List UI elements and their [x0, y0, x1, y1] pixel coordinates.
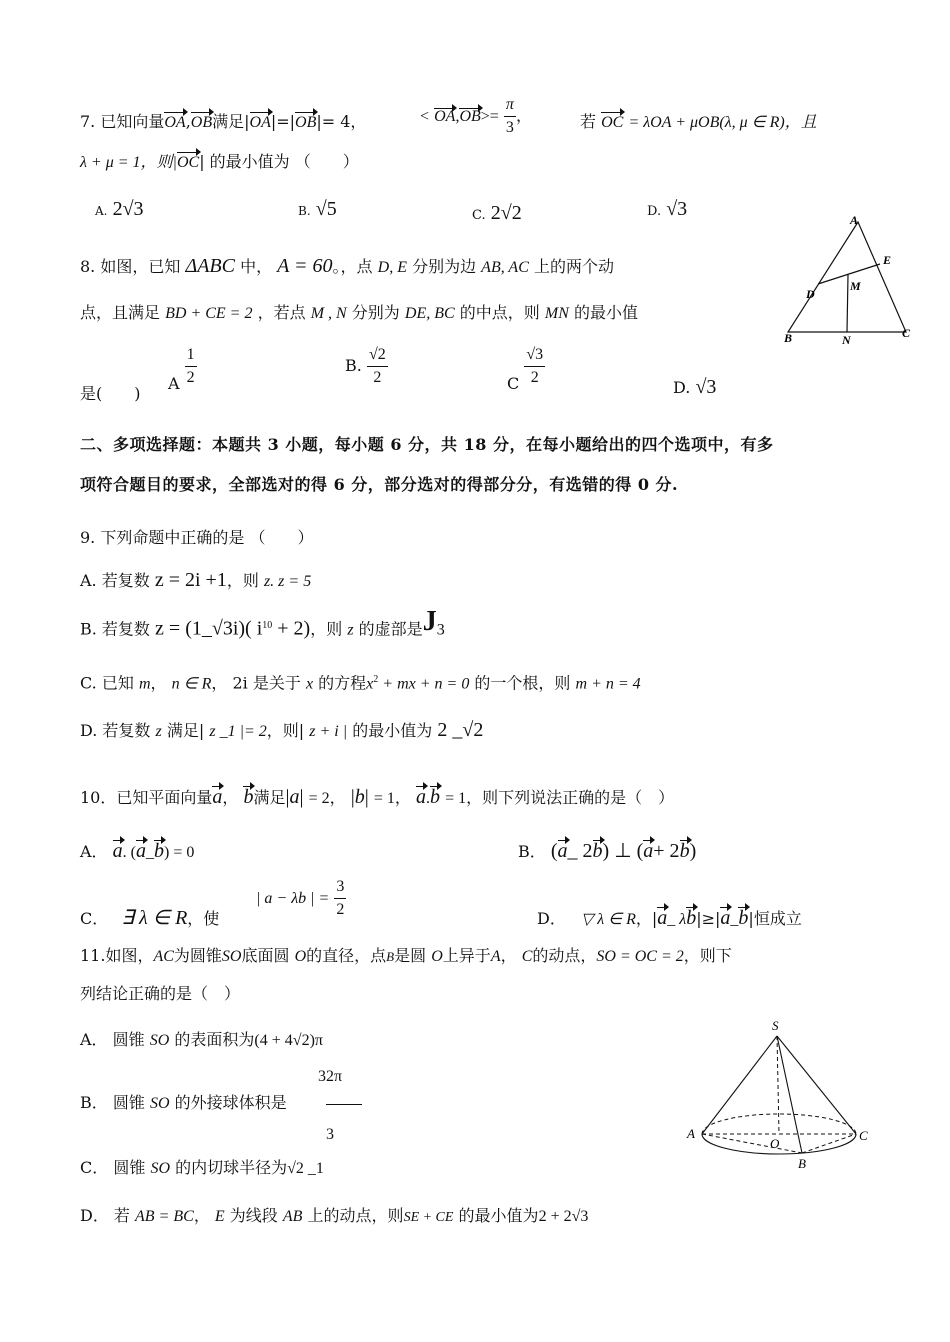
- q11-a-t1: A． 圆锥: [80, 1030, 145, 1049]
- q8-option-c-frac: [524, 344, 545, 389]
- q11-stem-line1: [80, 945, 732, 968]
- q7-line2-b: | 的最小值为 （ ）: [199, 152, 359, 171]
- q9-d-text: D. 若复数: [80, 721, 151, 740]
- vector-oa-2: OA: [250, 112, 271, 134]
- q11-d-t8: 2 + 2√3: [538, 1208, 589, 1225]
- q9-d-z: z: [155, 723, 162, 740]
- cone-axis-so: [777, 1036, 779, 1134]
- label-d: D: [806, 287, 815, 301]
- q7-line1-tail: [580, 111, 817, 134]
- q11-d-t2: AB = BC: [135, 1208, 194, 1225]
- q8-text-a: 8. 如图，已知: [80, 257, 181, 276]
- cone-chord-ab: [702, 1134, 802, 1153]
- cone-edge-sc: [777, 1036, 856, 1134]
- q10-d-vb2: b: [738, 907, 749, 929]
- q7-pi-over-3: [504, 94, 516, 139]
- q11-option-a[interactable]: [80, 1029, 323, 1052]
- q10-b-va2: a: [643, 840, 654, 862]
- q9-b-text: B. 若复数: [80, 619, 150, 639]
- q11-d-t6: SE + CE: [403, 1210, 454, 1225]
- q9-b-three: 3: [436, 621, 445, 639]
- q10-d-forall: ▽ λ ∈ R: [580, 911, 636, 928]
- q7-option-c-value: 2√2: [490, 202, 522, 224]
- q8-option-a-num: 1: [185, 344, 197, 367]
- q9-option-b[interactable]: [80, 606, 445, 641]
- q10-b-vb2: b: [679, 840, 690, 862]
- q10-option-b[interactable]: [518, 840, 696, 863]
- q11-b-t1: B． 圆锥: [80, 1093, 145, 1112]
- vector-oc: OC: [601, 112, 623, 134]
- q7-text: 7. 已知向量: [80, 112, 165, 131]
- q8-text-j: 是( ): [80, 384, 141, 403]
- q11-d-ab: AB: [282, 1208, 303, 1225]
- cone-edge-sb: [777, 1036, 802, 1153]
- q10-a-va: a: [112, 840, 123, 862]
- q8-option-b-label: B.: [345, 356, 362, 375]
- q10-comma: ，: [222, 788, 239, 807]
- q11-b-t2: 的外接球体积是: [174, 1093, 287, 1112]
- q10-d-t3: |≥|: [696, 909, 721, 928]
- q7-option-a-value: 2√3: [112, 198, 144, 220]
- q9-option-c[interactable]: [80, 669, 641, 695]
- q9-b-imag: 的虚部是: [358, 619, 423, 639]
- label-e: E: [883, 253, 892, 267]
- q7-option-b-label: B.: [298, 204, 311, 218]
- q8-option-c-label: C: [507, 374, 520, 393]
- vector-oa: OA: [164, 112, 185, 134]
- q7-text-mid2: |=|: [270, 112, 296, 131]
- q7-option-a-label: A.: [95, 204, 108, 218]
- q11-o2: O: [431, 948, 443, 965]
- q11-option-d[interactable]: [80, 1205, 588, 1229]
- q11-a-t3: (4 + 4: [254, 1032, 293, 1049]
- q10-option-a[interactable]: [80, 840, 194, 864]
- q7-angle-lt: <: [420, 108, 430, 125]
- q11-t1: 11.如图，: [80, 946, 154, 965]
- q8-de-bc: DE, BC: [404, 305, 455, 322]
- q10-text-d: = 1，: [373, 790, 411, 807]
- q10-text-f: = 1: [445, 790, 467, 807]
- q10-d-t5: |恒成立: [748, 909, 802, 928]
- q10-d-va2: a: [720, 907, 731, 929]
- cone-label-o: O: [770, 1136, 780, 1151]
- q10-abs-a: |a|: [285, 786, 304, 808]
- label-a: A: [850, 213, 859, 227]
- q11-eq: SO = OC = 2: [596, 948, 684, 965]
- q11-t6: 上异于: [442, 946, 491, 965]
- q9-b-z: z: [347, 621, 354, 639]
- q7-option-d-value: √3: [666, 198, 688, 220]
- section-heading-line2: 项符合题目的要求，全部选对的得 6 分，部分选对的得部分分，有选错的得 0 分.: [80, 475, 679, 494]
- vector-ob: OB: [191, 112, 212, 134]
- q7-option-c-label: C.: [472, 208, 486, 223]
- q10-b-t2: _ 2: [567, 840, 593, 862]
- q10-d-t2: _ λ: [667, 911, 687, 928]
- q9-c-eq-x: x: [366, 675, 374, 693]
- q10-option-c[interactable]: [80, 907, 219, 930]
- vector-b: b: [243, 786, 254, 808]
- q11-d-t7: 的最小值为: [458, 1206, 539, 1225]
- q7-line1: [80, 111, 366, 134]
- q9-c-x: x: [305, 675, 314, 693]
- vector-a-2: a: [416, 786, 426, 808]
- q11-b-denominator: 3: [326, 1126, 334, 1143]
- q10-a-t1: . (: [122, 844, 136, 861]
- q11-t2: 为圆锥: [173, 946, 222, 965]
- q10-b-t1: (: [550, 840, 558, 862]
- q10-text-c: = 2，: [308, 790, 346, 807]
- q8-mn: M , N: [310, 305, 347, 322]
- q10-d-va: a: [657, 907, 668, 929]
- q10-a-vb: b: [153, 840, 164, 862]
- q7-angle-comma: ,: [455, 108, 460, 125]
- q7-line2-a: λ + μ = 1，则|: [80, 154, 177, 171]
- q8-option-d-label: D.: [673, 378, 691, 397]
- q7-option-c[interactable]: [472, 202, 522, 225]
- cone-label-b: B: [798, 1156, 806, 1171]
- q8-mn2: MN: [544, 305, 569, 322]
- q10-d-label: D．: [537, 909, 566, 928]
- q11-d-t5: 上的动点，则: [307, 1206, 404, 1225]
- q7-angle-gt: >=: [480, 108, 499, 125]
- q8-sides: AB, AC: [481, 259, 529, 276]
- q10-b-t3: ) ⊥ (: [602, 840, 644, 862]
- q11-d-e: E: [214, 1208, 225, 1225]
- q11-t7: ，: [500, 946, 517, 965]
- q10-option-d[interactable]: [537, 907, 802, 931]
- q11-b-numerator: 32π: [318, 1068, 343, 1085]
- q7-if: 若: [580, 112, 597, 131]
- q11-d-t1: D． 若: [80, 1206, 130, 1225]
- q11-o: O: [294, 948, 307, 965]
- triangle-figure: [780, 212, 920, 347]
- q9-c-comma2: ，: [211, 673, 228, 693]
- q9-stem: 9. 下列命题中正确的是 （ ）: [80, 528, 314, 547]
- q10-c-frac: [334, 876, 346, 921]
- vector-a: a: [212, 786, 223, 808]
- q9-c-m: m: [138, 675, 151, 693]
- q11-t8: 的动点，: [532, 946, 597, 965]
- q9-d-min: 的最小值为: [352, 721, 433, 740]
- q10-a-t3: ) = 0: [163, 844, 195, 861]
- q9-c-comma: ，: [150, 673, 167, 693]
- q10-c-num: 3: [334, 876, 346, 899]
- q9-d-result: 2 _√2: [437, 719, 484, 741]
- q10-b-t5: ): [689, 840, 697, 862]
- q7-option-d-label: D.: [647, 204, 662, 219]
- q8-option-d-value: √3: [695, 376, 717, 398]
- q9-b-then: ，则: [310, 619, 343, 639]
- q9-d-expr2: z + i |: [309, 723, 348, 740]
- q8-points: D, E: [377, 259, 407, 276]
- q11-t5: 是圆: [394, 946, 427, 965]
- q9-b-expr1: z = (1_: [155, 617, 212, 640]
- q7-option-a[interactable]: [95, 198, 144, 221]
- q8-condition: BD + CE = 2: [165, 305, 253, 322]
- q11-t4: 的直径，点: [306, 946, 387, 965]
- q9-c-root: 2i 是关于: [232, 673, 301, 693]
- q8-text-b: 中，: [240, 257, 273, 276]
- q8-angle: A = 60: [277, 255, 333, 277]
- label-n: N: [842, 333, 851, 347]
- q10-abs-b-letter: b: [354, 786, 365, 808]
- q8-option-b[interactable]: [345, 344, 388, 389]
- q9-b-glyph: J: [422, 606, 437, 638]
- q11-c-t3: √2 _1: [287, 1160, 324, 1177]
- q11-c-t1: C． 圆锥: [80, 1158, 146, 1177]
- q11-d-t4: 为线段: [229, 1206, 278, 1225]
- q10-dot: .: [426, 790, 430, 807]
- q8-option-a-label: A: [168, 374, 180, 393]
- q10-stem: [80, 786, 674, 810]
- q8-text-h: 的中点，则: [459, 303, 540, 322]
- cone-base-back: [702, 1114, 856, 1134]
- q11-b-fraction-bar: [326, 1104, 362, 1105]
- q9-option-d[interactable]: [80, 719, 483, 743]
- q10-text-a: 10．已知平面向量: [80, 788, 213, 807]
- q10-c-label: C．: [80, 909, 109, 928]
- cone-label-c: C: [859, 1128, 868, 1143]
- q10-c-exists: ∃ λ ∈ R: [121, 907, 188, 929]
- q11-stem-line2: 列结论正确的是（ ）: [80, 984, 241, 1003]
- q10-b-label: B．: [518, 842, 546, 861]
- q8-line3: [80, 383, 141, 405]
- q10-d-t4: _: [730, 911, 739, 928]
- q10-c-den: 2: [336, 901, 345, 918]
- q9-d-then: ，则|: [266, 721, 305, 740]
- q9-c-result: m + n = 4: [575, 675, 641, 693]
- q8-text-e: 点，且满足: [80, 303, 161, 322]
- q8-option-a-den: 2: [186, 369, 195, 386]
- q10-c-text: ，使: [187, 909, 220, 928]
- q8-option-c-den: 2: [530, 369, 539, 386]
- q9-b-expr3: + 2): [272, 617, 311, 640]
- label-c: C: [902, 326, 911, 340]
- q9-c-eq-rest: + mx + n = 0: [378, 675, 470, 693]
- q9-option-a[interactable]: [80, 569, 311, 593]
- q7-option-b[interactable]: [298, 198, 337, 221]
- q10-abs-b: |b|: [350, 786, 369, 808]
- label-b: B: [784, 331, 793, 345]
- q7-comma: ,: [185, 112, 191, 131]
- q10-b-t4: + 2: [653, 840, 680, 862]
- q10-c-abs: | a − λb | =: [256, 890, 330, 907]
- q8-option-a-frac: [185, 344, 197, 389]
- q11-option-c[interactable]: [80, 1157, 324, 1180]
- q7-text-mid3: |= 4，: [316, 112, 367, 131]
- q9-a-then: ，则: [226, 571, 259, 590]
- q11-option-b[interactable]: [80, 1092, 287, 1115]
- q8-line2: [80, 302, 638, 325]
- q10-b-vb: b: [592, 840, 603, 862]
- vector-oc-2: OC: [177, 152, 199, 174]
- q7-option-d[interactable]: [647, 198, 687, 221]
- q10-a-label: A．: [80, 842, 108, 861]
- q7-pi: π: [504, 94, 516, 117]
- q9-c-then: 的一个根，则: [474, 673, 571, 693]
- cone-label-s: S: [772, 1018, 779, 1033]
- vector-ob-3: OB: [459, 108, 481, 125]
- q7-eq-rhs: = λOA + μOB(λ, μ ∈ R)，且: [628, 114, 817, 131]
- vector-b-2: b: [430, 786, 440, 808]
- q11-t3: 底面圆: [241, 946, 290, 965]
- q11-b: B: [386, 949, 395, 964]
- label-m: M: [850, 279, 861, 293]
- q8-option-d[interactable]: [673, 376, 716, 399]
- q7-option-b-value: √5: [315, 198, 337, 220]
- cone-figure: [684, 1016, 874, 1176]
- cone-label-a: A: [687, 1126, 695, 1141]
- q11-c-so: SO: [150, 1160, 170, 1177]
- q7-comma2: ，: [515, 106, 532, 125]
- q9-b-expr2: √3i)( i: [211, 617, 263, 640]
- q9-b-exponent: 10: [262, 620, 273, 631]
- cone-edge-sa: [702, 1036, 777, 1134]
- q8-option-b-den: 2: [373, 369, 382, 386]
- q8-text-g: 分别为: [351, 303, 400, 322]
- q8-option-b-num: √2: [367, 344, 388, 367]
- q8-option-b-frac: [367, 344, 388, 389]
- q9-c-n: n ∈ R: [171, 675, 212, 693]
- q8-option-c-num: √3: [524, 344, 545, 367]
- q7-text-mid1: 满足|: [212, 112, 250, 131]
- q9-d-expr: z _1 |= 2: [209, 723, 267, 740]
- q9-a-result: z. z = 5: [263, 573, 312, 590]
- q10-d-vb: b: [686, 907, 697, 929]
- q9-c-equation-label: 的方程: [318, 673, 367, 693]
- q8-line1: [80, 255, 614, 279]
- q10-d-t1: ，|: [635, 909, 658, 928]
- q8-triangle: ΔABC: [185, 255, 235, 277]
- q11-a: A: [490, 948, 501, 965]
- q11-c: C: [521, 948, 533, 965]
- q11-d-t3: ，: [193, 1206, 210, 1225]
- q9-c-eq-square: 2: [373, 674, 379, 685]
- q11-t9: ，则下: [683, 946, 732, 965]
- q8-text-i: 的最小值: [573, 303, 638, 322]
- section-heading-line1: 二、多项选择题：本题共 3 小题，每小题 6 分，共 18 分，在每小题给出的四个选项中，有多: [80, 435, 774, 454]
- q11-a-so: SO: [149, 1032, 170, 1049]
- q9-d-cond: 满足|: [166, 721, 205, 740]
- q8-deg: 。，点: [332, 257, 373, 276]
- q7-three: 3: [505, 119, 514, 136]
- q11-c-t2: 的内切球半径为: [175, 1158, 288, 1177]
- q7-line2: [80, 151, 359, 174]
- q11-ac: AC: [153, 948, 174, 965]
- q10-text-b: 满足: [253, 788, 286, 807]
- q9-a-expr: z = 2i +1: [154, 569, 227, 591]
- q10-a-t2: _: [145, 844, 154, 861]
- vector-oa-3: OA: [434, 108, 456, 125]
- q11-a-t2: 的表面积为: [174, 1030, 255, 1049]
- q8-option-c[interactable]: [507, 344, 545, 393]
- q9-a-text: A. 若复数: [80, 571, 150, 590]
- q10-a-va2: a: [135, 840, 146, 862]
- q8-text-d: 上的两个动: [533, 257, 614, 276]
- q9-c-text: C. 已知: [80, 673, 134, 693]
- q10-abs-a-letter: a: [289, 786, 300, 808]
- q8-text-c: 分别为边: [412, 257, 477, 276]
- q11-a-t4: √2)π: [292, 1032, 323, 1049]
- q8-option-a[interactable]: [168, 344, 197, 393]
- q10-option-c-expr: [256, 876, 346, 921]
- q10-text-g: ，则下列说法正确的是（ ）: [466, 788, 675, 807]
- q11-so: SO: [221, 948, 242, 965]
- segment-mn: [847, 275, 848, 332]
- q8-text-f: ，若点: [257, 303, 306, 322]
- q7-angle-expr: [420, 94, 532, 139]
- vector-ob-2: OB: [295, 112, 316, 134]
- segment-de: [818, 264, 880, 284]
- q10-b-va: a: [557, 840, 568, 862]
- q11-b-so: SO: [149, 1095, 170, 1112]
